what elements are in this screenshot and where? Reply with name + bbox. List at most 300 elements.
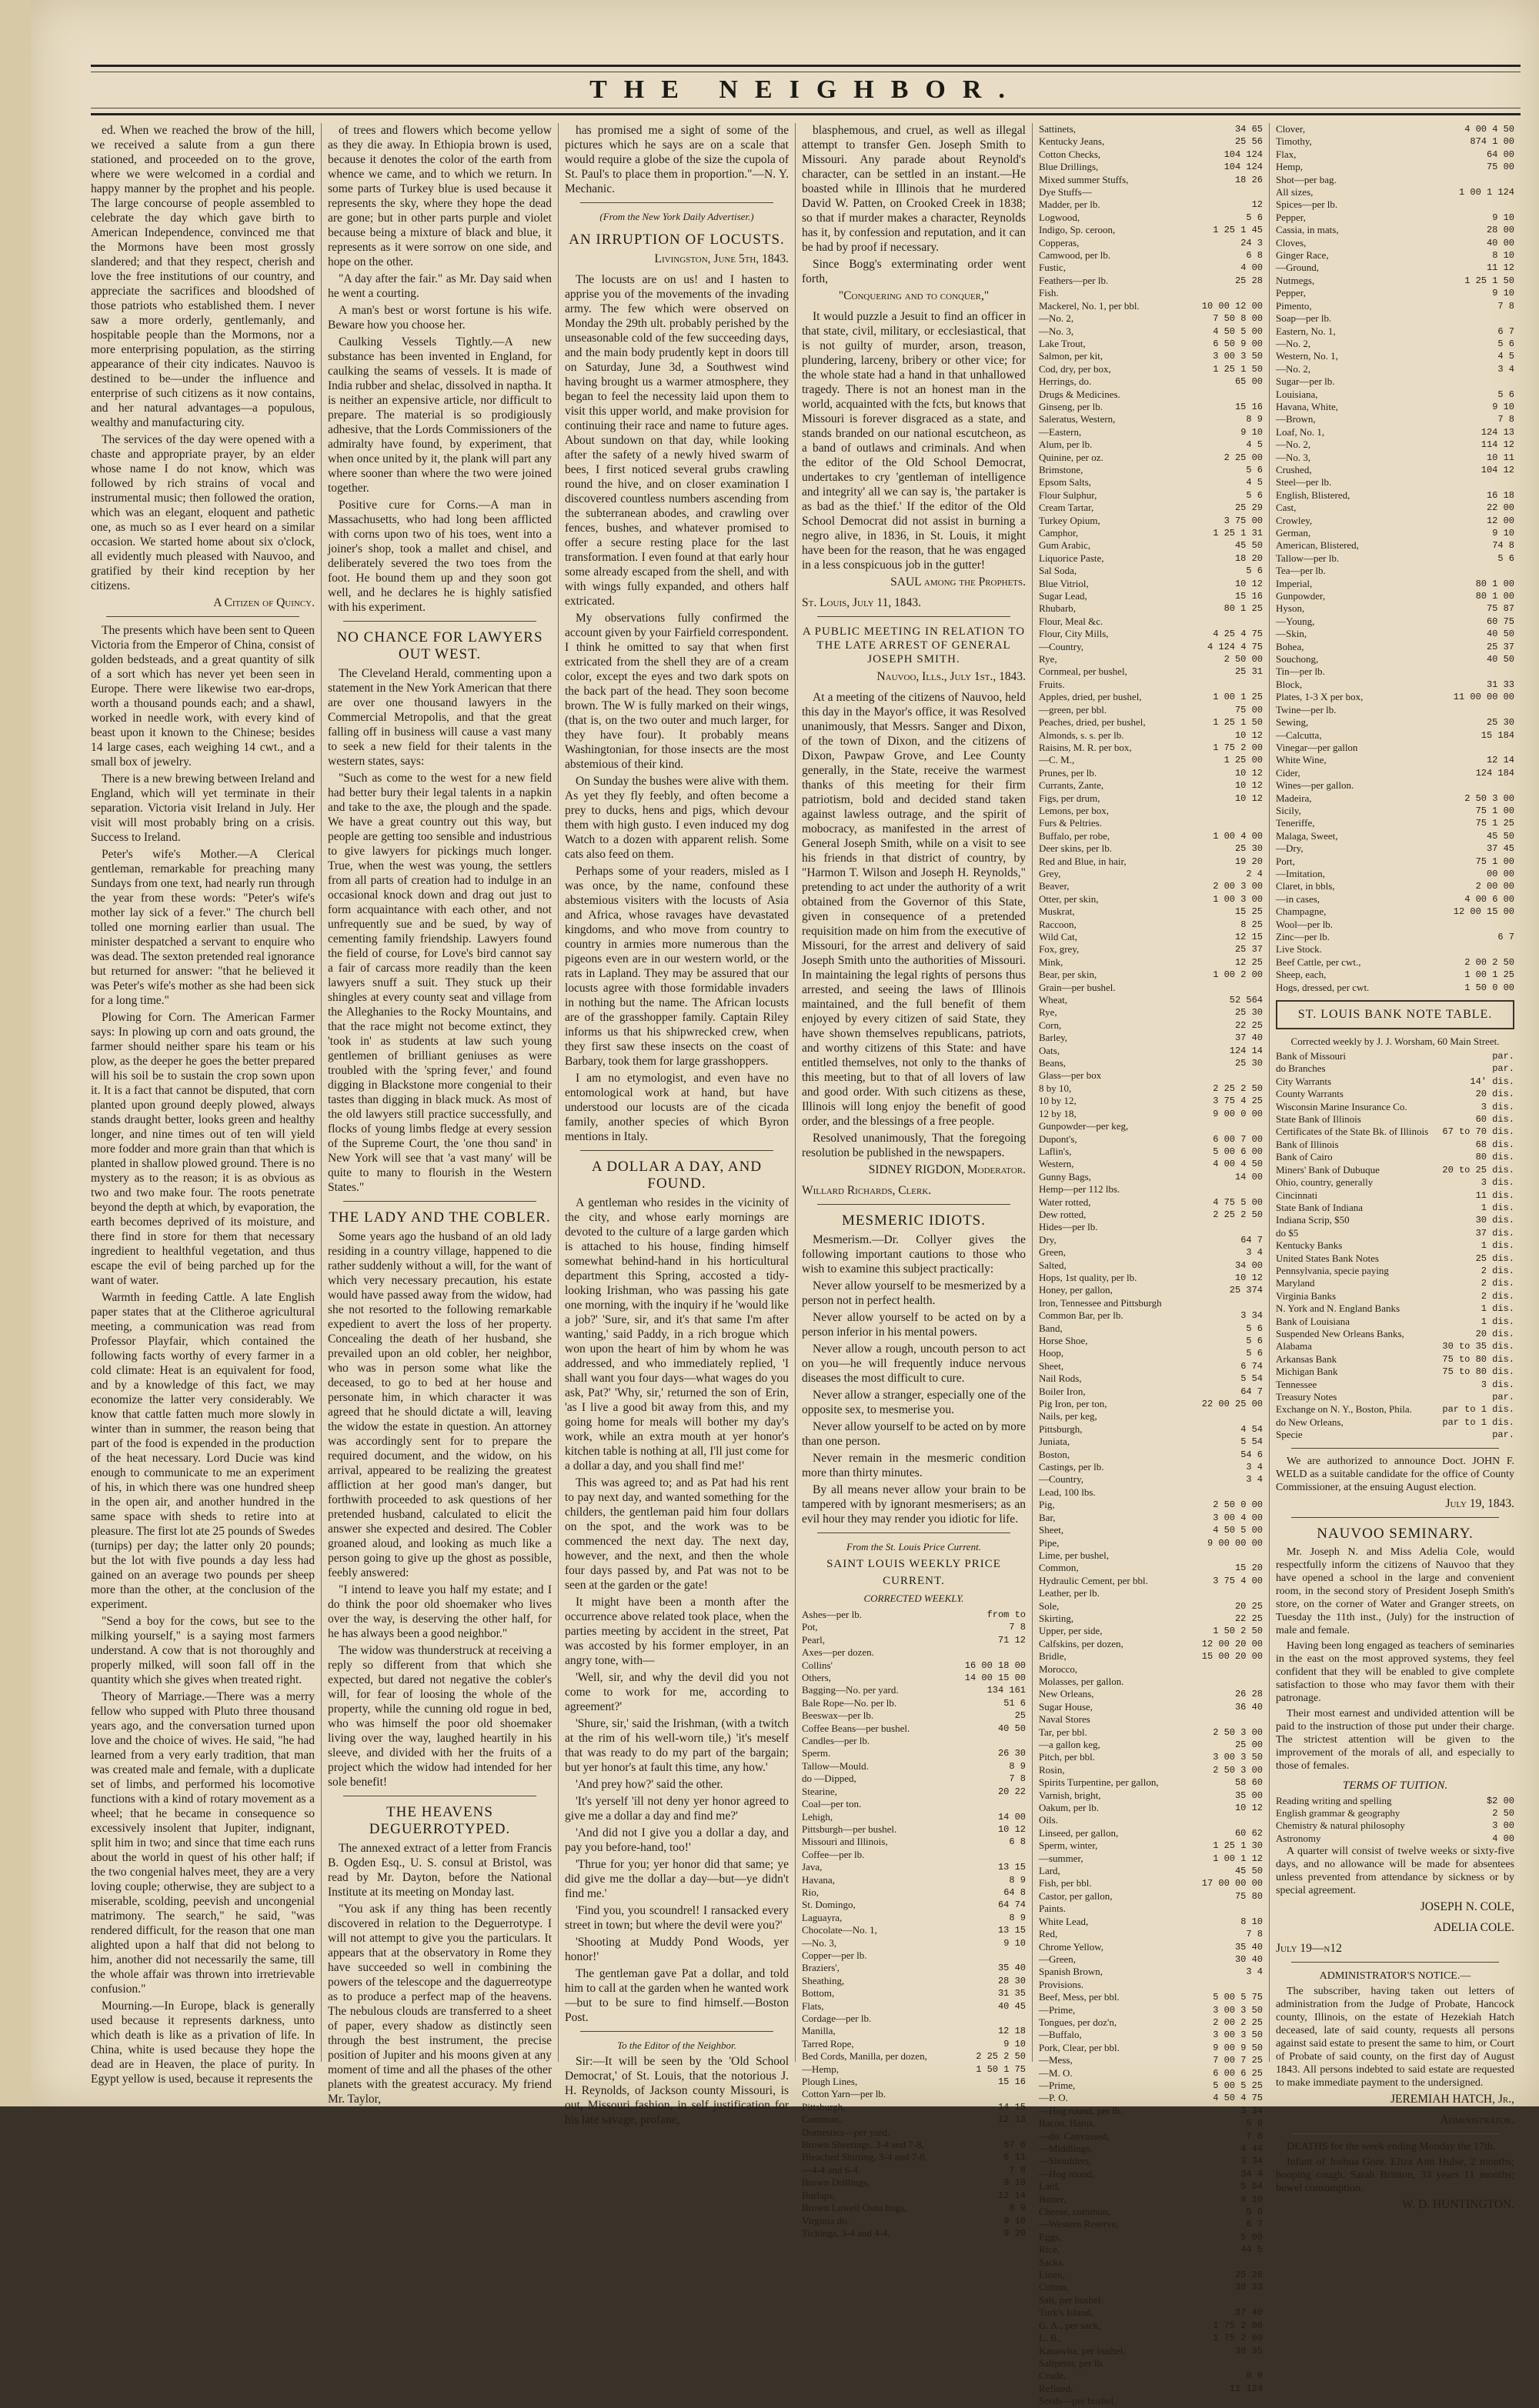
- price-item-label: Tarred Rope,: [802, 2037, 854, 2049]
- headline: ST. LOUIS BANK NOTE TABLE.: [1297, 1008, 1493, 1022]
- price-item-label: Eggs,: [1039, 2230, 1062, 2243]
- price-item-label: Tallow—Mould.: [802, 1759, 869, 1772]
- price-row: [1039, 413, 1263, 425]
- price-row: [1276, 817, 1514, 829]
- price-item-label: Nails, per keg,: [1039, 1410, 1097, 1422]
- article-paragraph: At a meeting of the citizens of Nauvoo, held this day in the Mayor's office, it was Resolved unanimously, that Messrs. Sanger and Dixon, of the town of Dixon, and the citizens of Dixon, Pawpaw Grove, and Lee County generally, in the State, receive the warmest thanks of this meeting for their firm patriotism, bold and decided stand taken against lawless outrage, and the spirit of mobocracy, as manifested in the arrest of General Joseph Smith, while on a visit to see his friends in that district of country, by "Harmon T. Wilson and Joseph H. Reynolds," pretending to act under the authority of a writ obtained from the Governor of this State, given in consequence of a pretended requisition made on him from the executive of Missouri, for the arrest and delivery of said Joseph Smith unto the authorities of Missouri. In maintaining the legal rights of persons thus arrested, and seeing the laws of Illinois maintained, and the full benefit of them enjoyed by every citizen of said State, they have shown themselves republicans, patriots, and worthy citizens of this State: and have entitled themselves, not only to the thanks of this meeting, but to that of all lovers of law and good order. With such citizens as these, Illinois will long enjoy the benefit of good order, and the blessings of a free people.: [802, 691, 1026, 1128]
- price-item-label: Alum, per lb.: [1039, 439, 1093, 451]
- price-row: [1039, 1095, 1263, 1107]
- price-item-label: Exchange on N. Y., Boston, Phila.: [1276, 1403, 1412, 1416]
- article-paragraph: Never allow yourself to be mesmerized by a person not in perfect health.: [802, 1279, 1026, 1307]
- price-item-label: Fustic,: [1039, 262, 1067, 274]
- price-row: [1039, 1827, 1263, 1839]
- price-row: [802, 1886, 1026, 1899]
- price-row: [802, 1697, 1026, 1709]
- price-item-values: 4 5: [1246, 439, 1263, 451]
- article-paragraph: Resolved unanimously, That the foregoing resolution be published in the newspapers.: [802, 1132, 1026, 1159]
- price-item-values: 60 75: [1486, 615, 1514, 627]
- price-item-label: Otter, per skin,: [1039, 892, 1099, 905]
- price-row: [1039, 2054, 1263, 2066]
- price-item-values: 18 26: [1234, 174, 1263, 185]
- price-row: [1039, 1839, 1263, 1852]
- price-item-label: Missouri and Illinois,: [802, 1836, 888, 1848]
- price-row: [1039, 1171, 1263, 1183]
- price-item-values: from to: [986, 1609, 1026, 1620]
- price-row: [1276, 552, 1514, 565]
- price-item-label: do Branches: [1276, 1062, 1326, 1075]
- price-item-values: 65 00: [1234, 376, 1263, 388]
- price-item-label: —Buffalo,: [1039, 2029, 1082, 2041]
- price-item-values: 10 12: [1234, 729, 1263, 741]
- price-item-label: Brown Lowell Osna bugs,: [802, 2202, 907, 2214]
- price-row: [802, 1899, 1026, 1911]
- price-item-values: 2 25 2 50: [976, 2051, 1026, 2063]
- signature: A Citizen of Quincy.: [213, 596, 315, 609]
- price-item-label: Dew rotted,: [1039, 1208, 1087, 1220]
- price-row: [1039, 615, 1263, 628]
- price-row: [1039, 1259, 1263, 1272]
- price-row: [1039, 452, 1263, 464]
- price-item-label: Common,: [1039, 1562, 1079, 1574]
- price-row: [1276, 237, 1514, 249]
- price-row: [1276, 464, 1514, 476]
- price-item-label: Sperm, winter,: [1039, 1839, 1098, 1852]
- price-row: [1039, 893, 1263, 906]
- price-item-values: 9 10: [1003, 1937, 1026, 1949]
- divider: [1291, 2133, 1499, 2134]
- price-item-values: 3 00: [1492, 1820, 1514, 1832]
- price-row: [1039, 2193, 1263, 2206]
- price-item-label: Cordage—per lb.: [802, 2013, 872, 2024]
- price-item-label: Naval Stores: [1039, 1713, 1090, 1726]
- tuition-list: [1276, 1795, 1514, 1846]
- price-item-label: Iron, Tennessee and Pittsburgh: [1039, 1296, 1162, 1309]
- price-item-label: Reading writing and spelling: [1276, 1794, 1392, 1806]
- price-row: [1276, 1819, 1514, 1832]
- price-row: [1039, 1688, 1263, 1700]
- price-row: [1039, 880, 1263, 892]
- price-row: [1039, 1587, 1263, 1599]
- price-item-label: Western,: [1039, 1158, 1074, 1170]
- price-item-values: 34 4: [1240, 2168, 1263, 2180]
- price-row: [1276, 1088, 1514, 1100]
- price-row: [1276, 1252, 1514, 1265]
- price-row: [1039, 1916, 1263, 1928]
- price-item-label: American, Blistered,: [1276, 539, 1359, 552]
- headline: AN IRRUPTION OF LOCUSTS.: [569, 232, 785, 248]
- article-paragraph: It would puzzle a Jesuit to find an officer in that state, civil, military, or ecclesiastical, that is not guilty of murder, arson, treason, plundering, larceny, bribery or other vice; for the whole state had a hand in that unhallowed tragedy. There is not an honest man in the world, acquainted with the fcts, but knows that Missouri is forever disgraced as a state, and stands branded on our national escutcheon, as a band of outlaws and criminals. And when the editor of the Old School Democrat, undertakes to cry 'gentleman of intelligence and integrity' all we can say is, 'the partaker is as bad as the thief.' If the editor of the Old School Democrat did not assist in burning a negro alive, in 1836, in St. Louis, it might have been for the reason, that he was engaged in a less conspicuous job in the gutter!: [802, 310, 1026, 572]
- price-item-label: All sizes,: [1276, 186, 1314, 198]
- price-item-values: 25 30: [1234, 1007, 1263, 1019]
- price-row: [802, 1849, 1026, 1861]
- price-item-label: Nail Rods,: [1039, 1372, 1082, 1385]
- price-item-values: 4 75 5 00: [1213, 1196, 1263, 1208]
- price-row: [1039, 224, 1263, 236]
- price-item-label: Tennessee: [1276, 1378, 1317, 1390]
- price-item-label: —Prime,: [1039, 2079, 1076, 2091]
- article-paragraph: Mr. Joseph N. and Miss Adelia Cole, would respectfully inform the citizens of Nauvoo that they have opened a school in the large and convenient room, in the second story of President Joseph Smith's store, on the corner of Water and Granger streets, on Tuesday the 11th inst., (July) for the instruction of male and female.: [1276, 1546, 1514, 1636]
- price-item-label: Fox, grey,: [1039, 943, 1080, 956]
- article-paragraph: Warmth in feeding Cattle. A late English paper states that at the Clitheroe agricultural meeting, a communication was read from Professor Playfair, which contained the following facts worthy of every farmer in a cold climate: Heat is an equivalent for food, and by a knowledge of this fact, we may economize the latter very considerably. We know that cattle fatten much more slowly in winter than in summer, the reason being that part of the food is expended in the production of the heat necessary. Lord Ducie was kind enough to communicate to me an experiment of his, in which there was one hundred sheep in the open air, and another hundred in the same space with sheds to retire into at pleasure. The first lot ate 25 pounds of Swedes (turnips) per day; the latter only 20 pounds; but the lot with five pounds a day less had gained on an average two pounds per sheep more than the other, at the conclusion of the experiment.: [91, 1291, 315, 1611]
- price-row: [1039, 2092, 1263, 2104]
- price-row: [802, 1962, 1026, 1974]
- price-item-values: 2 00 3 00: [1213, 881, 1263, 892]
- price-item-label: English grammar & geography: [1276, 1807, 1400, 1819]
- price-item-values: 25 37: [1486, 641, 1514, 652]
- price-item-label: 8 by 10,: [1039, 1082, 1072, 1094]
- price-item-values: 3 00 3 50: [1213, 351, 1263, 362]
- price-row: [1039, 312, 1263, 325]
- price-item-label: —No. 2,: [1276, 439, 1311, 451]
- price-row: [802, 1987, 1026, 1999]
- price-item-label: Refined,: [1039, 2382, 1073, 2394]
- price-item-label: —Shoulders,: [1039, 2155, 1092, 2167]
- price-item-values: 3 34: [1240, 2105, 1263, 2116]
- price-row: [1276, 742, 1514, 754]
- price-item-values: 12 14: [997, 2190, 1026, 2201]
- price-row: [1276, 691, 1514, 703]
- price-row: [1276, 476, 1514, 489]
- price-row: [1276, 363, 1514, 375]
- price-row: [1276, 982, 1514, 994]
- price-item-label: Saltpeter, per lb.: [1039, 2356, 1105, 2369]
- price-item-values: 30 40: [1234, 1953, 1263, 1965]
- price-row: [802, 2101, 1026, 2113]
- price-item-label: Gunpowder,: [1276, 590, 1326, 602]
- price-item-values: 25 374: [1229, 1285, 1263, 1296]
- price-item-label: Bleached Shirting, 3-4 and 7-8,: [802, 2151, 928, 2163]
- price-item-label: Lake Trout,: [1039, 337, 1086, 349]
- price-item-values: 5 6: [1246, 464, 1263, 475]
- price-row: [1039, 1953, 1263, 1966]
- price-item-values: 2 25 00: [1224, 452, 1263, 463]
- price-row: [1039, 1221, 1263, 1233]
- price-item-values: 25 30: [1234, 1058, 1263, 1069]
- price-list: [1039, 123, 1263, 2408]
- price-item-label: do —Dipped,: [802, 1773, 856, 1785]
- price-item-label: Molasses, per gallon.: [1039, 1675, 1124, 1687]
- price-row: [1276, 830, 1514, 842]
- price-row: [1039, 1701, 1263, 1713]
- divider: [343, 1201, 536, 1202]
- price-item-values: 2 50: [1492, 1808, 1514, 1819]
- price-row: [1039, 2320, 1263, 2332]
- price-item-values: par to 1 dis.: [1442, 1416, 1514, 1428]
- price-item-label: Sacks.: [1039, 2256, 1065, 2268]
- price-item-values: 75 1 00: [1475, 805, 1514, 816]
- price-row: [1276, 350, 1514, 362]
- price-item-values: 4 5: [1246, 477, 1263, 489]
- price-row: [1039, 1006, 1263, 1019]
- price-item-values: 3 00 3 50: [1213, 2029, 1263, 2041]
- price-item-values: 1 25 1 31: [1213, 528, 1263, 539]
- price-item-label: Peaches, dried, per bushel,: [1039, 716, 1146, 729]
- price-item-values: 2 50 3 00: [1213, 1764, 1263, 1776]
- price-item-values: 6 74: [1240, 1360, 1263, 1372]
- price-item-values: 22 25: [1234, 1019, 1263, 1031]
- price-row: [1039, 704, 1263, 716]
- price-item-values: 7 50 8 00: [1213, 313, 1263, 325]
- price-item-label: Pig Iron, per ton,: [1039, 1398, 1107, 1410]
- price-row: [1276, 1366, 1514, 1378]
- price-item-values: 134 161: [986, 1685, 1026, 1696]
- price-item-values: 40 45: [997, 2000, 1026, 2012]
- price-item-label: Soap—per lb.: [1276, 312, 1332, 325]
- price-item-label: Cotton,: [1039, 2281, 1069, 2293]
- price-item-label: Sheathing,: [802, 1974, 845, 1986]
- price-row: [1276, 1379, 1514, 1391]
- price-item-label: Leather, per lb.: [1039, 1587, 1100, 1599]
- price-item-label: —summer,: [1039, 1852, 1083, 1864]
- price-row: [1039, 1436, 1263, 1448]
- price-row: [1276, 439, 1514, 451]
- price-item-values: 9 00 00 00: [1207, 1537, 1263, 1549]
- price-item-values: 104 124: [1224, 148, 1263, 160]
- price-item-values: 3 75 4 00: [1213, 1575, 1263, 1586]
- price-row: [1039, 767, 1263, 779]
- price-row: [802, 1823, 1026, 1836]
- price-item-label: Spanish Brown,: [1039, 1966, 1103, 1978]
- price-item-label: —green, per bbl.: [1039, 703, 1107, 715]
- price-item-values: par.: [1492, 1051, 1514, 1062]
- price-row: [1276, 590, 1514, 602]
- price-item-values: 7 8: [1009, 1773, 1026, 1785]
- price-row: [802, 1836, 1026, 1848]
- price-item-values: 10 12: [1234, 792, 1263, 804]
- price-item-values: 9 10: [1240, 426, 1263, 438]
- price-item-values: 28 30: [997, 1975, 1026, 1986]
- price-item-values: 14 15: [997, 2101, 1026, 2113]
- price-item-values: 35 00: [1234, 1789, 1263, 1801]
- price-item-label: Sole,: [1039, 1599, 1060, 1612]
- price-item-values: 40 00: [1486, 237, 1514, 248]
- price-row: [1276, 956, 1514, 969]
- price-item-values: 114 12: [1481, 439, 1514, 451]
- article-paragraph: The annexed extract of a letter from Francis B. Ogden Esq., U. S. consul at Bristol, was read by Mr. Dayton, before the National Institute at its meeting on Monday last.: [328, 1842, 552, 1899]
- price-item-values: 1 dis.: [1481, 1240, 1514, 1252]
- article-paragraph: Positive cure for Corns.—A man in Massachusetts, who had long been afflicted with corns upon two of his toes, went into a joiner's shop, took a mallet and chisel, and deliberately severed the two toes from the foot. He bound them up and they soon got well, and he declares he is highly satisfied with his experiment.: [328, 499, 552, 614]
- price-item-label: Michigan Bank: [1276, 1366, 1338, 1378]
- price-item-label: Others,: [802, 1672, 831, 1684]
- price-item-values: 1 00 1 12: [1213, 1853, 1263, 1864]
- price-item-label: Malaga, Sweet,: [1276, 829, 1338, 842]
- article-paragraph: The Cleveland Herald, commenting upon a statement in the New York American that there are over one thousand lawyers in the Commercial Metropolis, and that the great falling off in business will cause a vast many to seek a new field for their talents in the western states, says:: [328, 667, 552, 768]
- price-item-label: Camwood, per lb.: [1039, 249, 1111, 262]
- price-item-label: Brimstone,: [1039, 463, 1083, 475]
- price-item-label: —No. 3,: [1039, 325, 1074, 337]
- price-item-values: 1 25 1 50: [1213, 363, 1263, 375]
- article-paragraph: "You ask if any thing has been recently discovered in relation to the Deguerrotype. I will not attempt to give you the particulars. It appears that at the observatory in Rome they have succeeded so well in combining the powers of the telescope and the daguerreotype as to produce a perfect map of the heavens. The nebulous clouds are transferred to a sheet of paper, every shadow as distinctly seen through the best instrument, the precise position of Jupiter and his moons given at any moment of time and all the phases of the other planets with the greatest accuracy. My friend Mr. Taylor,: [328, 1903, 552, 2106]
- price-row: [1276, 578, 1514, 590]
- price-item-values: 1 25 1 50: [1213, 717, 1263, 729]
- price-item-values: 25 dis.: [1475, 1252, 1514, 1264]
- price-item-values: 10 12: [1234, 578, 1263, 589]
- price-item-label: Epsom Salts,: [1039, 476, 1091, 489]
- price-item-label: Lehigh,: [802, 1810, 833, 1823]
- price-row: [1039, 2256, 1263, 2269]
- price-item-values: 14' dis.: [1470, 1076, 1514, 1087]
- price-row: [1039, 2332, 1263, 2344]
- column-4: [802, 123, 1033, 2239]
- price-row: [1039, 2269, 1263, 2281]
- price-row: [1276, 1076, 1514, 1088]
- price-item-label: Grain—per bushel.: [1039, 981, 1116, 993]
- price-item-label: Red,: [1039, 1928, 1058, 1940]
- price-item-values: 35 40: [997, 1963, 1026, 1974]
- price-row: [1039, 2168, 1263, 2180]
- price-item-values: 3 00 3 50: [1213, 2004, 1263, 2016]
- price-item-values: 5 6: [1246, 489, 1263, 501]
- price-row: [1039, 426, 1263, 439]
- price-item-label: Camphor,: [1039, 527, 1079, 539]
- price-item-values: 64 7: [1240, 1386, 1263, 1397]
- price-item-values: 5 6: [1246, 565, 1263, 577]
- price-item-label: Collins': [802, 1659, 833, 1671]
- price-item-label: Raccoon,: [1039, 918, 1077, 930]
- price-item-values: 2 4: [1246, 868, 1263, 879]
- price-item-values: 51 6: [1003, 1697, 1026, 1709]
- price-item-label: Ashes—per lb.: [802, 1609, 862, 1620]
- price-item-label: Liquorice Paste,: [1039, 552, 1104, 564]
- price-item-label: Pennsylvania, specie paying: [1276, 1264, 1389, 1276]
- headline: ADMINISTRATOR'S NOTICE.—: [1319, 1970, 1471, 1983]
- price-row: [1039, 1069, 1263, 1082]
- price-item-label: Linen,: [1039, 2269, 1065, 2281]
- price-item-label: Bridle,: [1039, 1650, 1067, 1663]
- price-row: [1276, 1265, 1514, 1277]
- price-row: [1276, 868, 1514, 880]
- price-item-label: —Country,: [1039, 640, 1084, 652]
- headline: A DOLLAR A DAY, AND FOUND.: [591, 1159, 763, 1192]
- price-row: [1039, 1802, 1263, 1814]
- price-row: [1039, 515, 1263, 527]
- price-row: [1039, 2143, 1263, 2155]
- price-row: [1039, 855, 1263, 868]
- article-paragraph: "I intend to leave you half my estate; and I do think the poor old shoemaker who lives over the way, is deserving the other half, for he has always been a good neighbor.": [328, 1583, 552, 1640]
- price-row: [1039, 287, 1263, 299]
- price-item-values: 75 to 80 dis.: [1442, 1366, 1514, 1378]
- price-item-values: 6 00 7 00: [1213, 1133, 1263, 1145]
- signature: W. D. HUNTINGTON.: [1402, 2198, 1514, 2212]
- price-item-values: 6 50 9 00: [1213, 338, 1263, 349]
- article-paragraph: Having been long engaged as teachers of seminaries in the east on the most approved systems, they feel confident that they will be enabled to give complete satisfaction to those who may favor them with their patronage.: [1276, 1639, 1514, 1704]
- article-paragraph: Never remain in the mesmeric condition more than thirty minutes.: [802, 1452, 1026, 1479]
- price-item-label: Drugs & Medicines.: [1039, 388, 1120, 400]
- price-item-label: N. York and N. England Banks: [1276, 1302, 1400, 1315]
- price-item-label: Cider,: [1276, 766, 1300, 779]
- price-item-label: Wisconsin Marine Insurance Co.: [1276, 1100, 1407, 1112]
- price-row: [1276, 1113, 1514, 1126]
- article-paragraph: It might have been a month after the occurrence above related took place, when the parties meeting by accident in the street, Pat was accosted by his former employer, in an angry tone, with—: [565, 1596, 789, 1667]
- price-row: [1039, 464, 1263, 476]
- price-item-values: 104 124: [1224, 162, 1263, 173]
- price-item-values: 5 00 6 00: [1213, 1146, 1263, 1157]
- price-item-values: 12 25: [1234, 956, 1263, 968]
- price-row: [802, 2025, 1026, 2037]
- article-paragraph: blasphemous, and cruel, as well as illegal attempt to transfer Gen. Joseph Smith to Missouri. Any parade about Reynold's character, can be settled in an instant.—He boasted while in Illinois that he murdered David W. Patten, on Crooked Creek in 1838; so that if murder makes a character, Reynolds has it, by confession and reputation, and it can be had by proof if necessary.: [802, 124, 1026, 254]
- price-row: [1039, 565, 1263, 577]
- price-item-label: Beef Cattle, per cwt.,: [1276, 956, 1361, 968]
- price-item-values: 124 184: [1475, 767, 1514, 779]
- price-row: [1039, 186, 1263, 198]
- price-item-label: Bank of Missouri: [1276, 1050, 1346, 1062]
- price-item-values: 124 14: [1229, 1045, 1263, 1056]
- article-paragraph: Mesmerism.—Dr. Collyer gives the following important cautions to those who wish to examine this subject practically:: [802, 1233, 1026, 1276]
- price-item-label: Hemp,: [1276, 161, 1304, 173]
- price-item-label: Ohio, country, generally: [1276, 1176, 1374, 1189]
- article-paragraph: Since Bogg's exterminating order went forth,: [802, 258, 1026, 285]
- price-item-label: Currants, Zante,: [1039, 779, 1104, 792]
- price-item-label: Cotton Checks,: [1039, 148, 1101, 160]
- price-item-values: 75 1 00: [1475, 855, 1514, 867]
- article-paragraph: The presents which have been sent to Queen Victoria from the Emperor of China, consist of golden bedsteads, and a great quantity of silk of a sort which has never yet been seen in Europe. There were likewise two ear-drops, worth a thousand pounds each; and a shawl, worked in needle work, with every kind of beast upon it known to the Chinese; besides 14 large cases, each weighing 14 cwt., and a small box of jewelry.: [91, 624, 315, 769]
- price-item-values: 45 50: [1234, 1866, 1263, 1877]
- price-item-label: Specie: [1276, 1429, 1303, 1441]
- price-row: [1039, 1524, 1263, 1536]
- price-row: [1039, 123, 1263, 135]
- price-row: [1276, 1126, 1514, 1138]
- price-row: [1039, 830, 1263, 842]
- price-row: [1276, 275, 1514, 287]
- price-item-values: 1 25 1 30: [1213, 1840, 1263, 1852]
- price-row: [1039, 1486, 1263, 1499]
- price-row: [1276, 1164, 1514, 1176]
- price-item-values: 22 00 25 00: [1201, 1399, 1263, 1410]
- price-row: [1039, 931, 1263, 943]
- price-item-values: 16 18: [1486, 489, 1514, 501]
- price-item-label: Tickings, 3-4 and 4-4,: [802, 2226, 890, 2239]
- price-item-values: 7 8: [1246, 1929, 1263, 1940]
- article-paragraph: Never allow a stranger, especially one of the opposite sex, to mesmerise you.: [802, 1389, 1026, 1416]
- price-item-values: 2 dis.: [1481, 1290, 1514, 1302]
- price-row: [1039, 982, 1263, 994]
- price-item-values: 45 50: [1234, 540, 1263, 552]
- price-item-label: 12 by 18,: [1039, 1107, 1077, 1119]
- price-item-values: 67 to 70 dis.: [1442, 1126, 1514, 1138]
- price-row: [802, 1621, 1026, 1633]
- price-row: [802, 1861, 1026, 1873]
- price-row: [1276, 1391, 1514, 1403]
- price-item-label: Muskrat,: [1039, 906, 1075, 918]
- price-item-values: 3 dis.: [1481, 1101, 1514, 1112]
- price-row: [1039, 1776, 1263, 1789]
- headline: THE LADY AND THE COBLER.: [329, 1209, 551, 1226]
- price-item-label: —Dry,: [1276, 842, 1304, 855]
- price-row: [1039, 375, 1263, 388]
- price-row: [1039, 1032, 1263, 1044]
- price-item-values: 25 31: [1234, 666, 1263, 678]
- price-row: [1276, 262, 1514, 274]
- price-item-label: Kentucky Banks: [1276, 1239, 1343, 1252]
- divider: [106, 616, 299, 617]
- price-row: [1276, 148, 1514, 161]
- price-item-label: Wines—per gallon.: [1276, 779, 1354, 792]
- price-row: [1039, 1372, 1263, 1385]
- price-row: [1039, 539, 1263, 552]
- price-item-values: 1 50 0 00: [1464, 982, 1514, 993]
- announcement: We are authorized to announce Doct. JOHN F. WELD as a suitable candidate for the office of County Commissioner, at the ensuing August election.: [1276, 1455, 1514, 1493]
- divider: [580, 202, 773, 203]
- price-item-values: par to 1 dis.: [1442, 1404, 1514, 1416]
- price-row: [1276, 704, 1514, 716]
- price-row: [1039, 665, 1263, 678]
- price-item-label: Stearine,: [802, 1785, 837, 1797]
- article-paragraph: By all means never allow your brain to be tampered with by ignorant mesmerisers; as an evil hour they may render you idiotic for life.: [802, 1483, 1026, 1526]
- price-row: [1039, 2105, 1263, 2117]
- price-item-label: Figs, per drum,: [1039, 792, 1100, 804]
- price-row: [1039, 262, 1263, 274]
- price-item-values: 12 15: [1234, 932, 1263, 942]
